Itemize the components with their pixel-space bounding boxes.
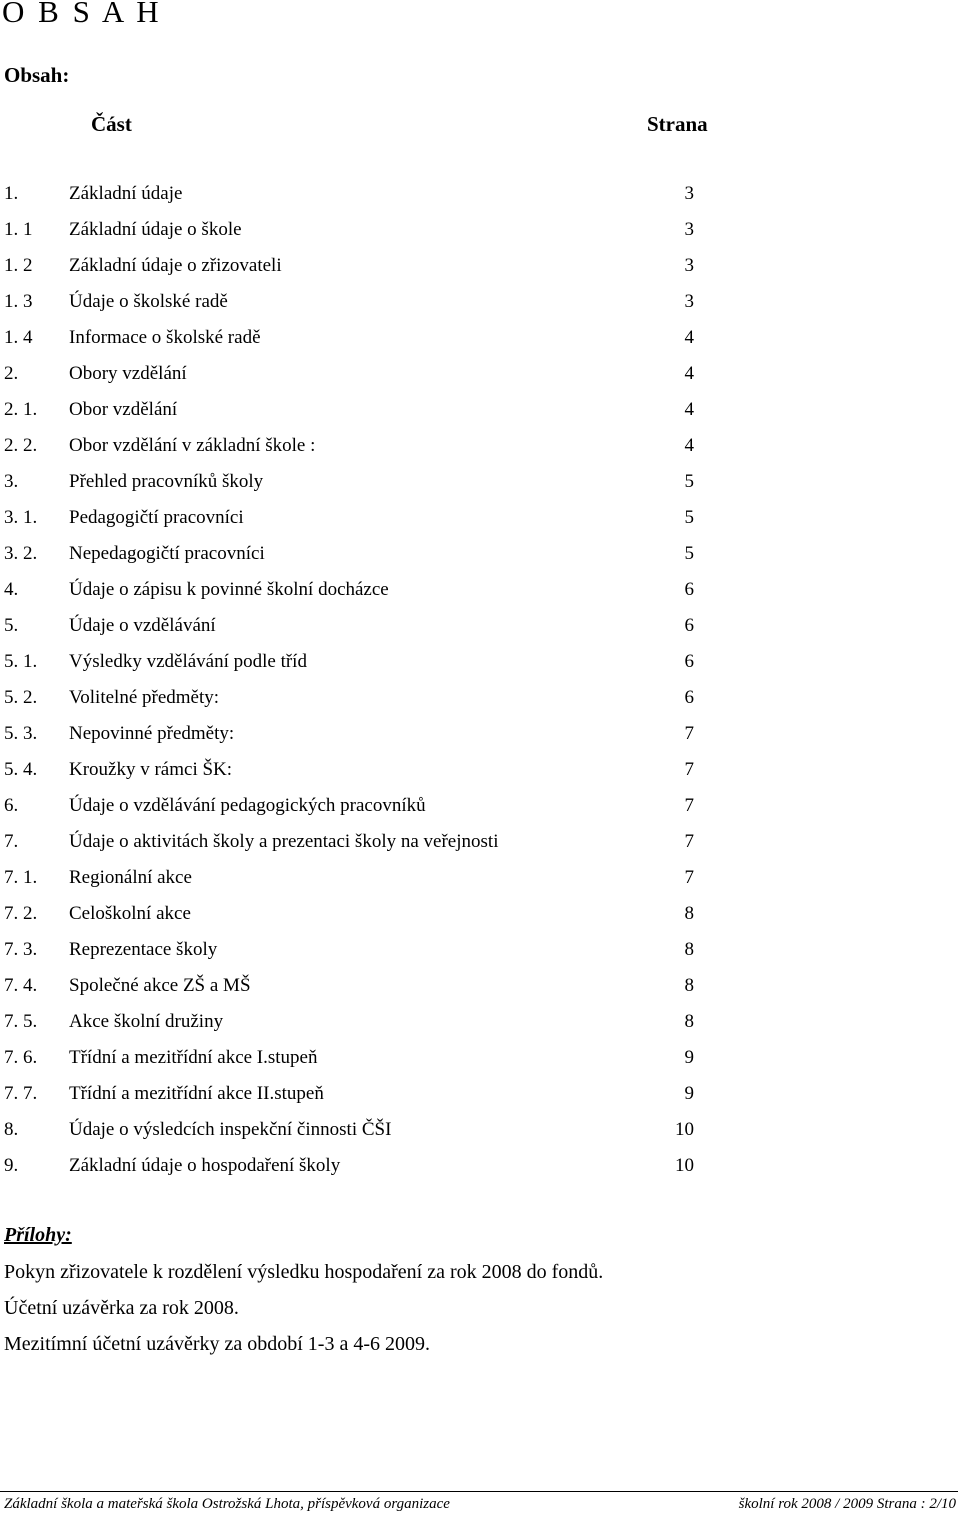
toc-entry[interactable] <box>0 360 720 396</box>
attachment-item: Mezitímní účetní uzávěrky za období 1-3 a 4-6 2009. <box>4 1333 430 1355</box>
toc-entry-title: Informace o školské radě <box>69 327 261 348</box>
toc-entry[interactable] <box>0 864 720 900</box>
toc-entry-title: Pedagogičtí pracovníci <box>69 507 244 528</box>
toc-entry[interactable] <box>0 648 720 684</box>
toc-entry[interactable] <box>0 684 720 720</box>
toc-entry[interactable] <box>0 216 720 252</box>
toc-entry-page: 6 <box>684 651 694 672</box>
toc-entry-number: 5. 4. <box>4 759 38 780</box>
toc-entry-number: 8. <box>4 1119 19 1140</box>
toc-entry[interactable] <box>0 1152 720 1188</box>
toc-entry-title: Kroužky v rámci ŠK: <box>69 759 233 780</box>
toc-entry-page: 6 <box>684 687 694 708</box>
toc-entry-title: Nepedagogičtí pracovníci <box>69 543 265 564</box>
toc-entry-number: 2. <box>4 363 19 384</box>
toc-entry-number: 6. <box>4 795 19 816</box>
toc-entry-page: 7 <box>684 867 694 888</box>
footer-divider <box>0 1491 958 1492</box>
toc-entry-title: Nepovinné předměty: <box>69 723 235 744</box>
footer-page-info: školní rok 2008 / 2009 Strana : 2/10 <box>738 1496 956 1512</box>
toc-entry-title: Údaje o výsledcích inspekční činnosti ČŠI <box>69 1119 392 1140</box>
toc-entry[interactable] <box>0 756 720 792</box>
toc-entry-number: 7. 4. <box>4 975 38 996</box>
toc-entry-title: Údaje o vzdělávání pedagogických pracovníků <box>69 795 426 816</box>
toc-entry[interactable] <box>0 936 720 972</box>
toc-entry-title: Údaje o zápisu k povinné školní docházce <box>69 579 389 600</box>
column-header-part: Část <box>91 112 132 136</box>
toc-entry-title: Základní údaje o zřizovateli <box>69 255 282 276</box>
toc-entry-page: 8 <box>684 1011 694 1032</box>
toc-entry-page: 10 <box>675 1119 694 1140</box>
toc-entry-title: Reprezentace školy <box>69 939 218 960</box>
toc-entry-page: 3 <box>684 291 694 312</box>
toc-entry-page: 5 <box>684 471 694 492</box>
contents-label: Obsah: <box>4 63 70 87</box>
toc-entry[interactable] <box>0 792 720 828</box>
toc-entry-page: 9 <box>684 1047 694 1068</box>
toc-entry-number: 2. 1. <box>4 399 38 420</box>
toc-entry-page: 4 <box>684 363 694 384</box>
toc-entry-title: Výsledky vzdělávání podle tříd <box>69 651 307 672</box>
toc-entry[interactable] <box>0 1116 720 1152</box>
toc-entry-number: 3. 1. <box>4 507 38 528</box>
attachment-item: Pokyn zřizovatele k rozdělení výsledku hospodaření za rok 2008 do fondů. <box>4 1261 604 1283</box>
toc-entry[interactable] <box>0 828 720 864</box>
toc-entry-page: 8 <box>684 903 694 924</box>
toc-entry-number: 1. 4 <box>4 327 33 348</box>
toc-entry-title: Třídní a mezitřídní akce I.stupeň <box>69 1047 318 1068</box>
toc-entry-number: 1. 2 <box>4 255 33 276</box>
toc-entry-page: 3 <box>684 183 694 204</box>
toc-entry-page: 7 <box>684 723 694 744</box>
toc-entry-number: 1. <box>4 183 19 204</box>
toc-entry[interactable] <box>0 252 720 288</box>
toc-entry-title: Obor vzdělání v základní škole : <box>69 435 316 456</box>
toc-entry-number: 7. 3. <box>4 939 38 960</box>
toc-entry-number: 4. <box>4 579 19 600</box>
toc-entry-title: Regionální akce <box>69 867 192 888</box>
toc-entry-number: 9. <box>4 1155 19 1176</box>
attachment-item: Účetní uzávěrka za rok 2008. <box>4 1297 239 1319</box>
toc-entry[interactable] <box>0 1044 720 1080</box>
toc-entry-title: Údaje o aktivitách školy a prezentaci školy na veřejnosti <box>69 831 499 852</box>
toc-entry-number: 7. 2. <box>4 903 38 924</box>
toc-entry[interactable] <box>0 288 720 324</box>
toc-entry-page: 4 <box>684 435 694 456</box>
column-header-page: Strana <box>647 112 708 136</box>
toc-entry[interactable] <box>0 396 720 432</box>
toc-entry-page: 4 <box>684 399 694 420</box>
toc-entry-number: 7. 5. <box>4 1011 38 1032</box>
toc-entry[interactable] <box>0 900 720 936</box>
toc-entry[interactable] <box>0 612 720 648</box>
toc-entry[interactable] <box>0 504 720 540</box>
toc-entry-page: 6 <box>684 579 694 600</box>
toc-entry-page: 9 <box>684 1083 694 1104</box>
toc-entry[interactable] <box>0 720 720 756</box>
toc-entry-number: 2. 2. <box>4 435 38 456</box>
toc-entry[interactable] <box>0 540 720 576</box>
toc-entry[interactable] <box>0 576 720 612</box>
toc-entry-title: Základní údaje o škole <box>69 219 242 240</box>
toc-entry-number: 5. 3. <box>4 723 38 744</box>
toc-entry-title: Třídní a mezitřídní akce II.stupeň <box>69 1083 324 1104</box>
toc-entry[interactable] <box>0 972 720 1008</box>
toc-entry-title: Údaje o školské radě <box>69 291 228 312</box>
toc-entry[interactable] <box>0 1080 720 1116</box>
toc-entry-title: Přehled pracovníků školy <box>69 471 264 492</box>
toc-entry-page: 3 <box>684 219 694 240</box>
toc-entry[interactable] <box>0 1008 720 1044</box>
toc-entry-page: 7 <box>684 831 694 852</box>
toc-entry[interactable] <box>0 324 720 360</box>
footer-organization: Základní škola a mateřská škola Ostrožská Lhota, příspěvková organizace <box>4 1496 450 1512</box>
toc-entry-number: 1. 1 <box>4 219 33 240</box>
toc-entry-page: 4 <box>684 327 694 348</box>
toc-entry-number: 7. 6. <box>4 1047 38 1068</box>
toc-entry-title: Obor vzdělání <box>69 399 178 420</box>
toc-entry[interactable] <box>0 432 720 468</box>
toc-entry[interactable] <box>0 468 720 504</box>
toc-entry-number: 5. 2. <box>4 687 38 708</box>
toc-entry-number: 5. <box>4 615 19 636</box>
document-title: O B S A H <box>2 0 162 29</box>
toc-entry-number: 7. 7. <box>4 1083 38 1104</box>
toc-entry-title: Základní údaje <box>69 183 183 204</box>
toc-entry-title: Obory vzdělání <box>69 363 187 384</box>
toc-entry-title: Společné akce ZŠ a MŠ <box>69 975 251 996</box>
toc-entry-page: 5 <box>684 507 694 528</box>
toc-entry-page: 6 <box>684 615 694 636</box>
toc-entry-number: 7. <box>4 831 19 852</box>
toc-entry-title: Údaje o vzdělávání <box>69 615 216 636</box>
toc-entry-number: 1. 3 <box>4 291 33 312</box>
table-of-contents <box>0 180 720 1188</box>
toc-entry-title: Celoškolní akce <box>69 903 191 924</box>
toc-entry-page: 7 <box>684 759 694 780</box>
attachments-list <box>4 1259 603 1367</box>
toc-entry-number: 3. 2. <box>4 543 38 564</box>
toc-entry-number: 3. <box>4 471 19 492</box>
toc-entry[interactable] <box>0 180 720 216</box>
toc-entry-title: Akce školní družiny <box>69 1011 224 1032</box>
toc-entry-page: 3 <box>684 255 694 276</box>
attachments-label: Přílohy: <box>4 1224 72 1246</box>
toc-entry-page: 10 <box>675 1155 694 1176</box>
toc-entry-page: 8 <box>684 975 694 996</box>
toc-entry-number: 5. 1. <box>4 651 38 672</box>
toc-entry-page: 8 <box>684 939 694 960</box>
toc-entry-title: Základní údaje o hospodaření školy <box>69 1155 341 1176</box>
toc-entry-page: 5 <box>684 543 694 564</box>
toc-entry-title: Volitelné předměty: <box>69 687 220 708</box>
toc-entry-number: 7. 1. <box>4 867 38 888</box>
toc-entry-page: 7 <box>684 795 694 816</box>
